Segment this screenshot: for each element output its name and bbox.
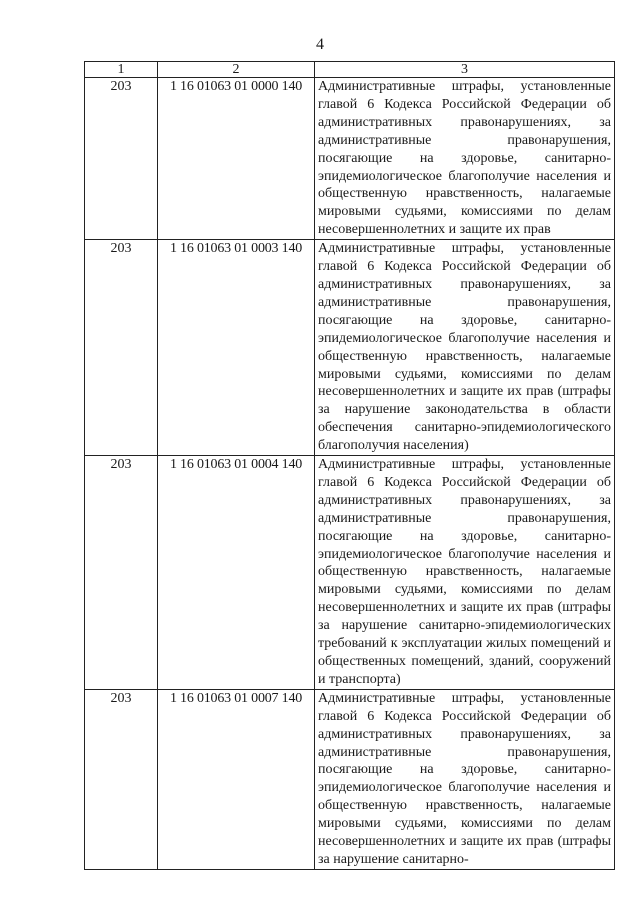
table-row: [85, 456, 615, 690]
table-row: [85, 689, 615, 869]
admin-code-cell: 203: [85, 456, 158, 690]
header-col-1: 1: [85, 62, 158, 78]
admin-code-cell: 203: [85, 78, 158, 240]
admin-code-cell: 203: [85, 240, 158, 456]
header-col-2: 2: [158, 62, 315, 78]
kbk-code-cell: 1 16 01063 01 0000 140: [158, 78, 315, 240]
kbk-code-cell: 1 16 01063 01 0007 140: [158, 689, 315, 869]
kbk-table: [84, 61, 615, 870]
table-row: [85, 240, 615, 456]
description-cell: Административные штрафы, установленные главой 6 Кодекса Российской Федерации об административных правонарушениях, за административные правонарушения, посягающие на здоровье, санитарно-эпидемиологическое благополучие населения и общественную нравственность, налагаемые мировыми судьями, комиссиями по делам несовершеннолетних и защите их прав (штрафы за нарушение санитарно-эпидемиологических требований к эксплуатации жилых помещений и общественных помещений, зданий, сооружений и транспорта): [315, 456, 615, 690]
description-cell: Административные штрафы, установленные главой 6 Кодекса Российской Федерации об административных правонарушениях, за административные правонарушения, посягающие на здоровье, санитарно-эпидемиологическое благополучие населения и общественную нравственность, налагаемые мировыми судьями, комиссиями по делам несовершеннолетних и защите их прав (штрафы за нарушение санитарно-: [315, 689, 615, 869]
page-number: 4: [316, 36, 324, 53]
table-row: [85, 78, 615, 240]
description-cell: Административные штрафы, установленные главой 6 Кодекса Российской Федерации об административных правонарушениях, за административные правонарушения, посягающие на здоровье, санитарно-эпидемиологическое благополучие населения и общественную нравственность, налагаемые мировыми судьями, комиссиями по делам несовершеннолетних и защите их прав (штрафы за нарушение законодательства в области обеспечения санитарно-эпидемиологического благополучия населения): [315, 240, 615, 456]
table-header-row: [85, 62, 615, 78]
header-col-3: 3: [315, 62, 615, 78]
description-cell: Административные штрафы, установленные главой 6 Кодекса Российской Федерации об административных правонарушениях, за административные правонарушения, посягающие на здоровье, санитарно-эпидемиологическое благополучие населения и общественную нравственность, налагаемые мировыми судьями, комиссиями по делам несовершеннолетних и защите их прав: [315, 78, 615, 240]
admin-code-cell: 203: [85, 689, 158, 869]
kbk-code-cell: 1 16 01063 01 0003 140: [158, 240, 315, 456]
kbk-code-cell: 1 16 01063 01 0004 140: [158, 456, 315, 690]
